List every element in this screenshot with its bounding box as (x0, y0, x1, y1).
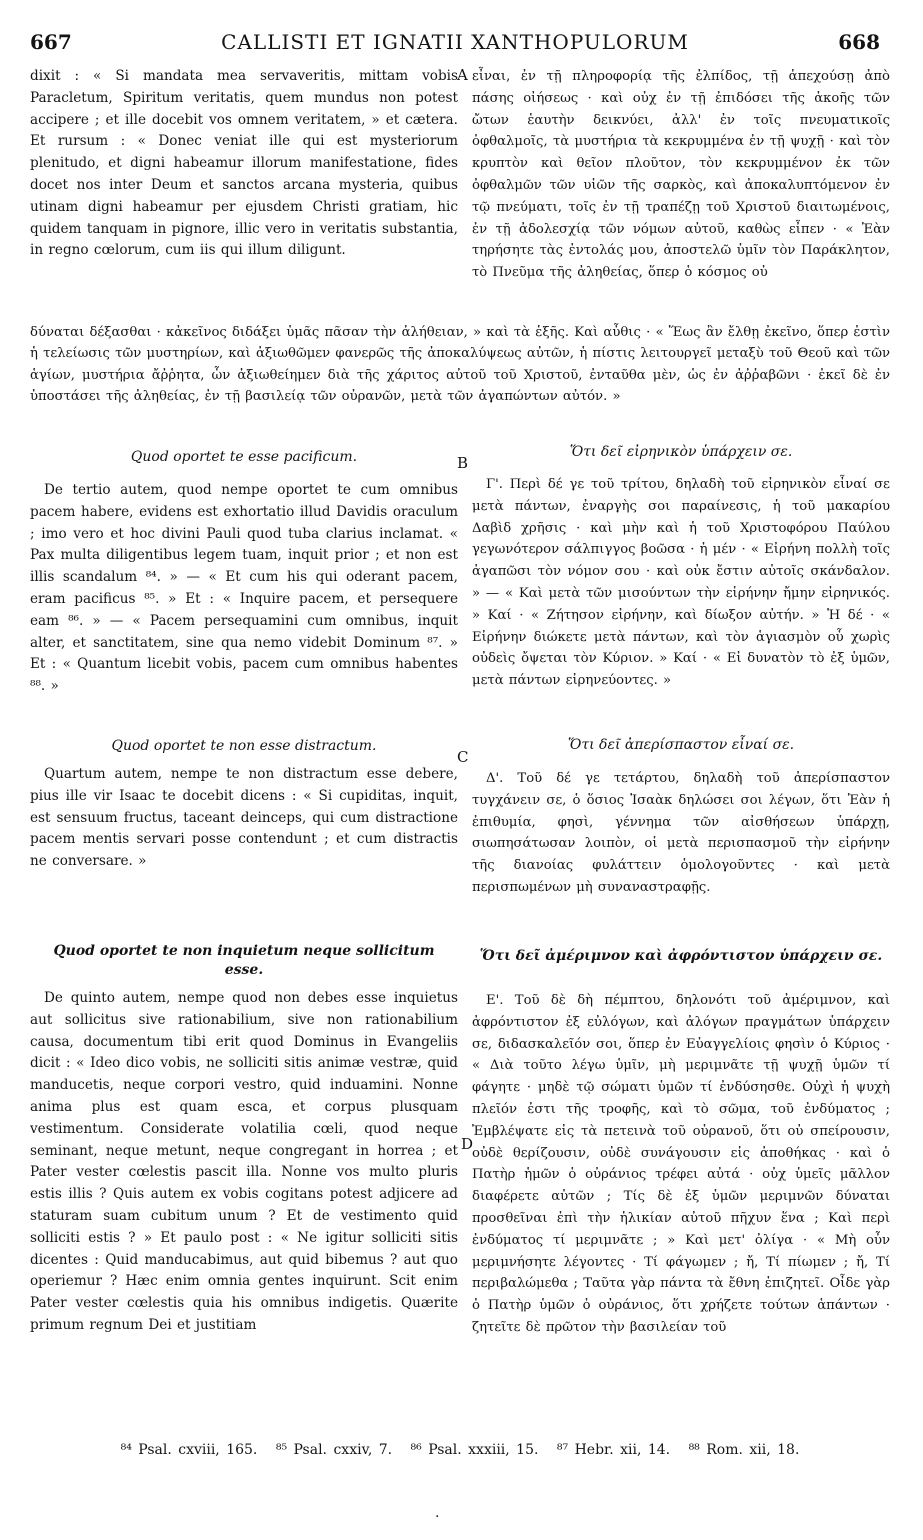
latin-heading-sollicitum-line1: Quod oportet te non inquietum neque sollicitum (53, 943, 435, 959)
footnote-87: ⁸⁷ Hebr. xii, 14. (556, 1442, 671, 1458)
latin-paragraph: dixit : « Si mandata mea servaveritis, mittam vobis Paracletum, Spiritum veritatis, quem mundus non potest accipere ; et ille docebit vos omnem veritatem, » et cætera. Et rursum : « Donec veniat ille qui est mysteriorum plenitudo, et digni habeamur illorum manifestatione, fides docet nos inter Deum et sanctos arcana mysteria, quibus utinam digni habeamur per ejusdem Christi gratiam, hic quidem tanquam in pignore, illic vero in veritatis substantia, in regno cœlorum, cum iis qui illum diligunt. (30, 68, 458, 259)
greek-heading-aperispaston: Ὅτι δεῖ ἀπερίσπαστον εἶναί σε. (567, 737, 795, 753)
footnote-84: ⁸⁴ Psal. cxviii, 165. (120, 1442, 258, 1458)
greek-column-section-c (472, 768, 890, 938)
greek-heading-amerimnon: Ὅτι δεῖ ἀμέριμνον καὶ ἀφρόντιστον ὑπάρχειν σε. (479, 948, 883, 964)
full-width-greek-paragraph (30, 322, 890, 432)
footnotes (30, 1442, 890, 1458)
latin-paragraph: De tertio autem, quod nempe oportet te cum omnibus pacem habere, evidens est exhortatio illud Davidis oraculum ; imo vero et hoc divini Pauli quod tuba clarius inclamat. « Pax multa diligentibus legem tuam, inquit prior ; et non est illis scandalum ⁸⁴. » — « Et cum his qui oderant pacem, eram pacificus ⁸⁵. » Et : « Inquire pacem, et persequere eam ⁸⁶. » — « Pacem persequamini cum omnibus, inquit alter, et sanctitatem, sine qua nemo videbit Dominum ⁸⁷. » Et : « Quantum licebit vobis, pacem cum omnibus habentes ⁸⁸. » (30, 482, 458, 695)
margin-marker-a: A (457, 66, 468, 84)
footnote-85: ⁸⁵ Psal. cxxiv, 7. (275, 1442, 393, 1458)
latin-column-section-d (30, 988, 458, 1423)
latin-heading-pacificum: Quod oportet te esse pacificum. (130, 449, 358, 465)
greek-paragraph-continued: δύναται δέξασθαι · κἀκεῖνος διδάξει ὑμᾶς πᾶσαν τὴν ἀλήθειαν, » καὶ τὰ ἑξῆς. Καὶ αὖθις · « Ἕως ἂν ἔλθῃ ἐκεῖνο, ὅπερ ἐστὶν ἡ τελείωσις τῶν μυστηρίων, καὶ ἀξιωθῶμεν φανερῶς τῆς ἀποκαλύψεως αὐτῶν, ἡ πίστις λειτουργεῖ μεταξὺ τοῦ Θεοῦ καὶ τῶν ἁγίων, μυστήρια ἄῤῥητα, ὧν ἀξιωθείημεν διὰ τῆς χάριτος αὐτοῦ τοῦ Χριστοῦ, ἐνταῦθα μὲν, ὡς ἐν ἀῤῥαβῶνι · ἐκεῖ δὲ ἐν ὑποστάσει τῆς ἀληθείας, ἐν τῇ βασιλείᾳ τῶν οὐρανῶν, μετὰ τῶν ἀγαπώντων αὐτόν. » (30, 325, 890, 405)
page-number-right: 668 (838, 30, 880, 54)
latin-paragraph: Quartum autem, nempe te non distractum esse debere, pius ille vir Isaac te docebit dicens : « Si cupiditas, inquit, est sensuum fructus, taceant deinceps, qui cum distractione pacem mentis servari posse contendunt ; et cum distractis ne conversare. » (30, 766, 458, 870)
greek-column-section-d (472, 990, 890, 1423)
latin-column-section-a (30, 66, 458, 320)
greek-paragraph: Δ'. Τοῦ δέ γε τετάρτου, δηλαδὴ τοῦ ἀπερίσπαστον τυγχάνειν σε, ὁ ὅσιος Ἰσαὰκ δηλώσει σοι λέγων, ὅτι Ἐὰν ἡ ἐπιθυμία, φησὶ, γέννημα τῶν αἰσθήσεων ὑπάρχῃ, σιωπησάτωσαν λοιπὸν, οἱ μετὰ περισπασμοῦ τὴν εἰρήνην τῆς διανοίας φυλάττειν ὁμολογοῦντες · καὶ μετὰ περισπωμένων μὴ συναναστραφῇς. (472, 771, 890, 895)
latin-heading-sollicitum-line2: esse. (224, 962, 264, 978)
latin-heading-distractum: Quod oportet te non esse distractum. (111, 738, 377, 754)
footnote-88: ⁸⁸ Rom. xii, 18. (688, 1442, 800, 1458)
greek-heading-eirenikon: Ὅτι δεῖ εἰρηνικὸν ὑπάρχειν σε. (569, 444, 793, 460)
margin-marker-b: B (457, 454, 469, 472)
greek-column-section-a (472, 66, 890, 320)
latin-column-section-c (30, 764, 458, 914)
greek-paragraph: Γ'. Περὶ δέ γε τοῦ τρίτου, δηλαδὴ τοῦ εἰρηνικὸν εἶναί σε μετὰ πάντων, ἐναργὴς σοι παραίνεσις, ἡ τοῦ μακαρίου Δαβὶδ χρῆσις · καὶ μὴν καὶ ἡ τοῦ Χριστοφόρου Παύλου γεγωνότερον σάλπιγγος βοῶσα · ἡ μέν · « Εἰρήνη πολλὴ τοῖς ἀγαπῶσι τὸν νόμον σου · καὶ οὐκ ἔστιν αὐτοῖς σκάνδαλον. » — « Καὶ μετὰ τῶν μισούντων τὴν εἰρήνην ἤμην εἰρηνικός. » Καί · « Ζήτησον εἰρήνην, καὶ δίωξον αὐτήν. » Ἡ δέ · « Εἰρήνην διώκετε μετὰ πάντων, καὶ τὸν ἁγιασμὸν οὗ χωρὶς οὐδεὶς ὄψεται τὸν Κύριον. » Καί · « Εἰ δυνατὸν τὸ ἐξ ὑμῶν, μετὰ πάντων εἰρηνεύοντες. » (472, 477, 890, 689)
greek-paragraph: Ε'. Τοῦ δὲ δὴ πέμπτου, δηλονότι τοῦ ἀμέριμνον, καὶ ἀφρόντιστον ἐξ εὐλόγων, καὶ ἀλόγων πραγμάτων ὑπάρχειν σε, διδασκαλεῖόν σοι, ὅπερ ἐν Εὐαγγελίοις φησὶν ὁ Κύριος · « Διὰ τοῦτο λέγω ὑμῖν, μὴ μεριμνᾶτε τῇ ψυχῇ ὑμῶν τί φάγητε · μηδὲ τῷ σώματι ὑμῶν τί ἐνδύσησθε. Οὐχὶ ἡ ψυχὴ πλεῖόν ἐστι τῆς τροφῆς, καὶ τὸ σῶμα, τοῦ ἐνδύματος ; Ἐμβλέψατε εἰς τὰ πετεινὰ τοῦ οὐρανοῦ, ὅτι οὐ σπείρουσιν, οὐδὲ θερίζουσιν, οὐδὲ συνάγουσιν εἰς ἀποθήκας · καὶ ὁ Πατὴρ ἡμῶν ὁ οὐράνιος τρέφει αὐτά · οὐχ ὑμεῖς μᾶλλον διαφέρετε αὐτῶν ; Τίς δὲ ἐξ ὑμῶν μεριμνῶν δύναται προσθεῖναι ἐπὶ τὴν ἡλικίαν αὐτοῦ πῆχυν ἕνα ; Καὶ περὶ ἐνδύματος τί μεριμνᾶτε ; » Καὶ μετ' ὀλίγα · « Μὴ οὖν μεριμνήσητε λέγοντες · Τί φάγωμεν ; ἤ, Τί πίωμεν ; ἤ, Τί περιβαλώμεθα ; Ταῦτα γὰρ πάντα τὰ ἔθνη ἐπιζητεῖ. Οἶδε γὰρ ὁ Πατὴρ ὑμῶν ὁ οὐράνιος, ὅτι χρήζετε τούτων ἁπάντων · ζητεῖτε δὲ πρῶτον τὴν βασιλείαν τοῦ (472, 993, 890, 1335)
page-header (30, 30, 880, 66)
greek-paragraph: εἶναι, ἐν τῇ πληροφορίᾳ τῆς ἐλπίδος, τῇ ἀπεχούσῃ ἀπὸ πάσης οἰήσεως · καὶ οὐχ ἐν τῇ ἐπιδόσει τῆς ἀκοῆς τῶν ὤτων ἑαυτὴν δεικνύει, ἀλλ' ἐν τοῖς πνευματικοῖς ὀφθαλμοῖς, τὰ μυστήρια τὰ κεκρυμμένα ἐν τῇ ψυχῇ · καὶ τὸν κρυπτὸν καὶ θεῖον πλοῦτον, τὸν κεκρυμμένον ἐκ τῶν ὀφθαλμῶν τῶν υἱῶν τῆς σαρκὸς, καὶ ἀποκαλυπτόμενον ἐν τῷ πνεύματι, τοῖς ἐν τῇ τραπέζῃ τοῦ Χριστοῦ διαιτωμένοις, ἐν τῇ ἀδολεσχίᾳ τῶν νόμων αὐτοῦ, καθὼς εἶπεν · « Ἐὰν τηρήσητε τὰς ἐντολάς μου, ἀποστελῶ ὑμῖν τὸν Παράκλητον, τὸ Πνεῦμα τῆς ἀληθείας, ὅπερ ὁ κόσμος οὐ (472, 69, 890, 281)
latin-column-section-b (30, 480, 458, 734)
latin-paragraph: De quinto autem, nempe quod non debes esse inquietus aut sollicitus sive rationabilium, sive non rationabilium causa, documentum tibi erit quod Dominus in Evangeliis dicit : « Ideo dico vobis, ne solliciti sitis animæ vestræ, quid manducetis, neque corpori vestro, quid induamini. Nonne anima plus est quam esca, et corpus plusquam vestimentum. Considerate volatilia cœli, quod neque seminant, neque metunt, neque congregant in horrea ; et Pater vester cœlestis pascit illa. Nonne vos multo pluris estis illis ? Quis autem ex vobis cogitans potest adjicere ad staturam suam cubitum unum ? Et de vestimento quid solliciti estis ? » Et paulo post : « Ne igitur solliciti sitis dicentes : Quid manducabimus, aut quid bibemus ? aut quo operiemur ? Hæc enim omnia gentes inquirunt. Scit enim Pater vester cœlestis quia his omnibus indigetis. Quærite primum regnum Dei et justitiam (30, 990, 458, 1333)
running-title: CALLISTI ET IGNATII XANTHOPULORUM (221, 30, 689, 54)
greek-column-section-b (472, 474, 890, 736)
end-mark: . (435, 1505, 440, 1521)
margin-marker-c: C (457, 748, 469, 766)
page-number-left: 667 (30, 30, 72, 54)
margin-marker-d: D (461, 1135, 474, 1153)
footnote-86: ⁸⁶ Psal. xxxiii, 15. (410, 1442, 539, 1458)
